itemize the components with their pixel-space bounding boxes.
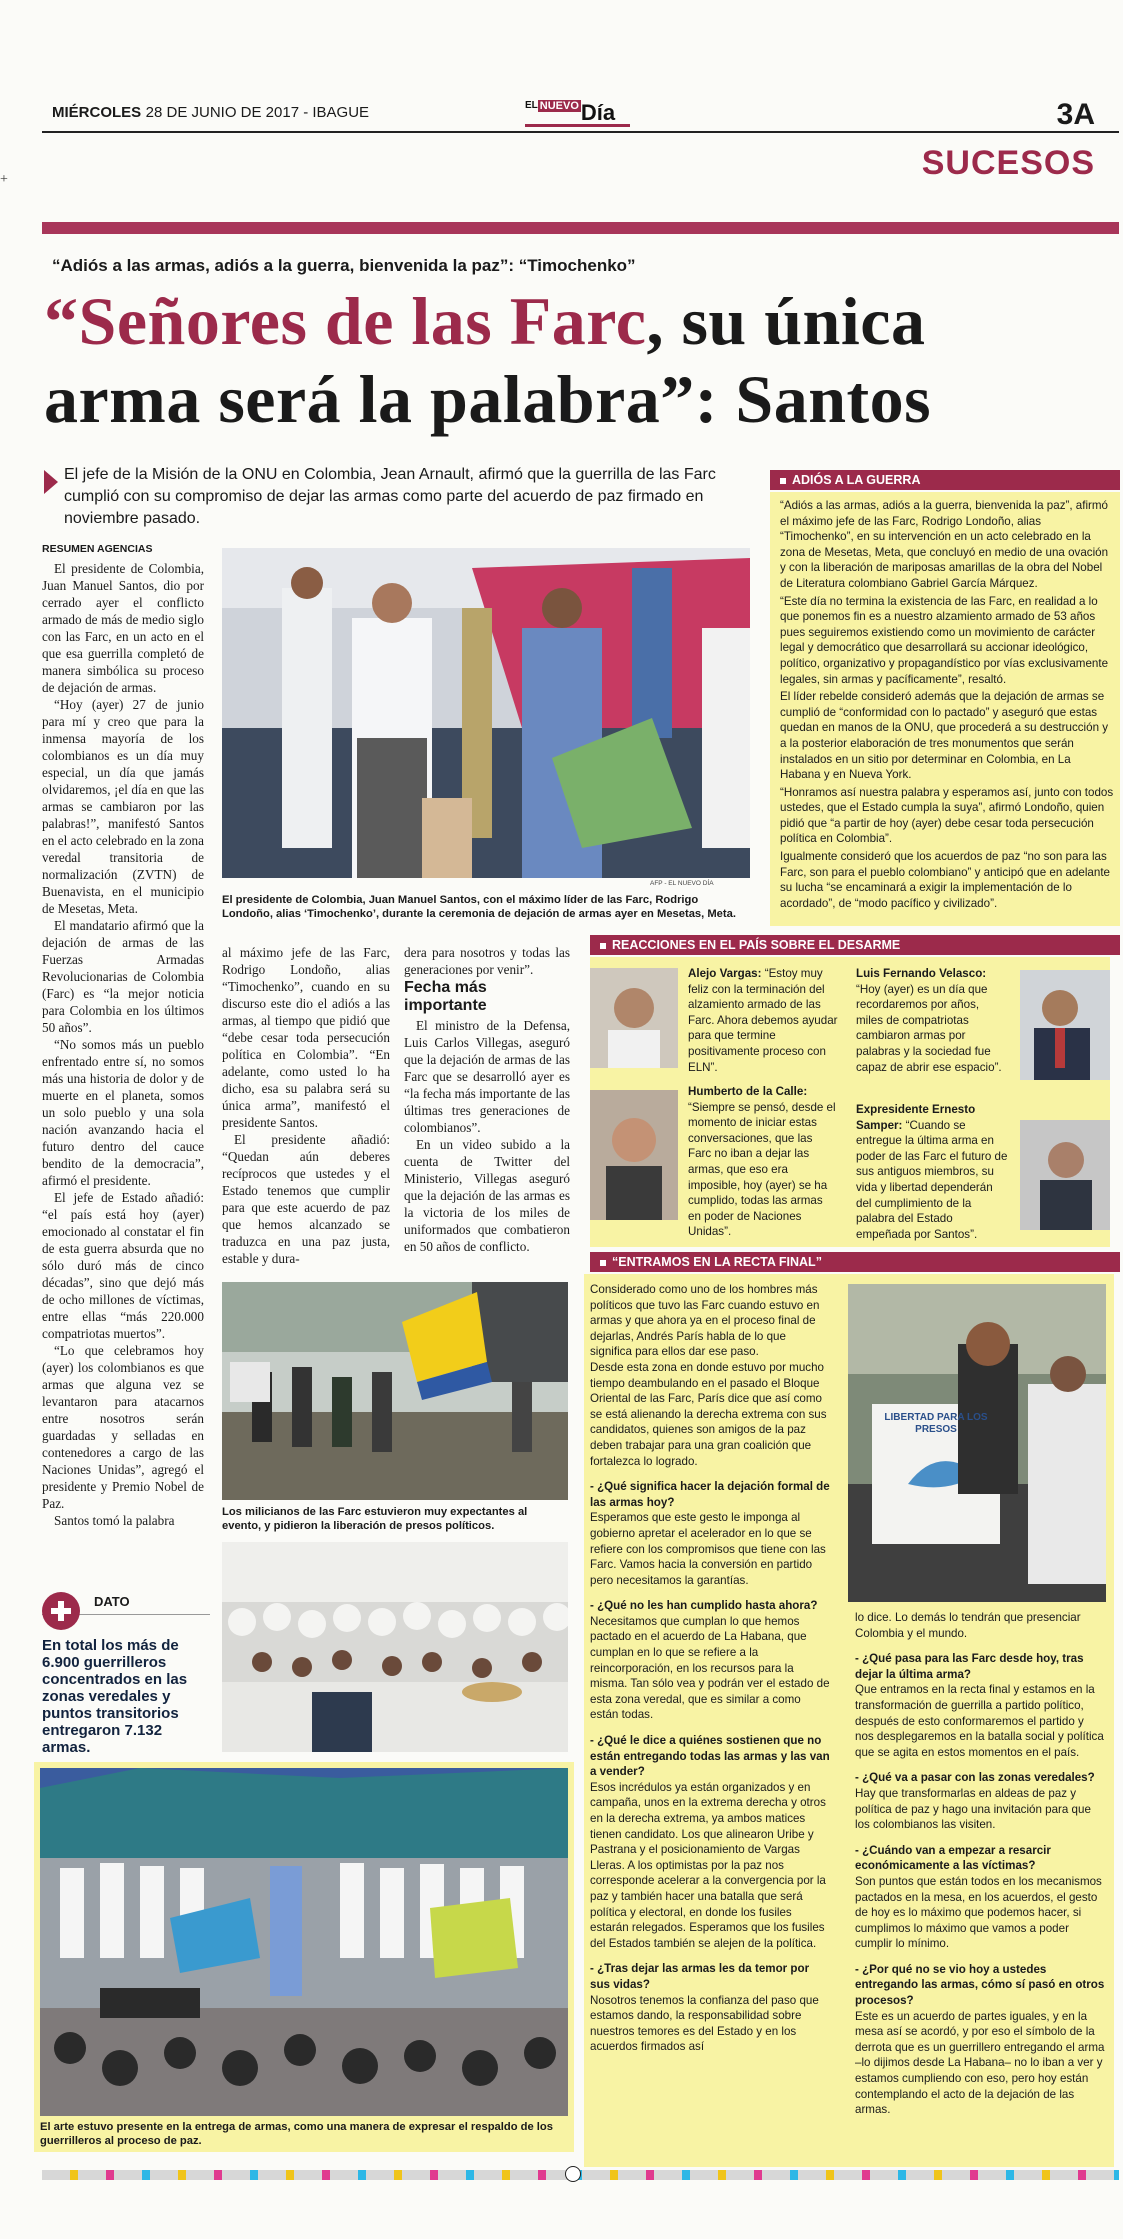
- bullet-icon: [600, 943, 606, 949]
- bullet-icon: [780, 478, 786, 484]
- recta-answer: Esperamos que este gesto le imponga al gobierno apretar el acelerador en lo que se refiere con los compromisos que tiene con las Farc. Vamos hacia la conversión en partido pero necesitamos la garantías.: [590, 1511, 826, 1587]
- recta-question: - ¿Por qué no se vio hoy a ustedes entregando las armas, cómo sí pasó en otros procesos?: [855, 1962, 1105, 2008]
- avatar-ernesto-samper: [1020, 1120, 1110, 1230]
- reaction-name: Expresidente Ernesto Samper:: [856, 1103, 976, 1132]
- banner-text: LIBERTAD PARA LOS PRESOS: [884, 1412, 988, 1435]
- byline: RESUMEN AGENCIAS: [42, 543, 153, 555]
- recta-answer: Necesitamos que cumplan lo que hemos pactado en el acuerdo de La Habana, que cumplan en lo que se refiere a la reincorporación, en los recursos para la misma. Tan sólo vea y podrán ver el estado de esta zona veredal, que es similar a como están todas.: [590, 1614, 830, 1722]
- photo-banner-image: [848, 1284, 1106, 1602]
- adios-paragraph: Igualmente consideró que los acuerdos de paz “no son para las Farc, son para el pueblo colombiano” y anticipó que en adelante su lucha “se encaminará a exigir la implementación de lo acordado”, de “modo pacífico y civilizado”.: [780, 850, 1110, 910]
- avatar-alejo-vargas: [590, 968, 678, 1068]
- recta-question: - ¿Qué pasa para las Farc desde hoy, tras dejar la última arma?: [855, 1652, 1084, 1681]
- paragraph: El presidente de Colombia, Juan Manuel Santos, dio por cerrado ayer el conflicto armado de más de medio siglo con las Farc, en un acto en el que esa guerrilla completó de manera simbólica su proceso de dejación de armas.: [42, 561, 204, 695]
- paragraph: En un video subido a la cuenta de Twitter del Ministerio, Villegas aseguró que la dejación de las armas es la victoria de los miles de uniformados que combatieron en 50 años de conflicto.: [404, 1137, 570, 1254]
- masthead-date: 28 DE JUNIO DE 2017 - IBAGUE: [145, 104, 370, 121]
- reaction-text: “Hoy (ayer) es un día que recordaremos por años, miles de compatriotas cambiaron armas por palabras y la sociedad fue capaz de abrir ese espacio”.: [856, 982, 1002, 1074]
- reaction-name: Humberto de la Calle:: [688, 1085, 808, 1098]
- avatar-humberto-de-la-calle: [590, 1090, 678, 1220]
- bullet-icon: [600, 1260, 606, 1266]
- reaction-velasco: [856, 966, 1006, 1075]
- adios-body: [770, 492, 1120, 926]
- adios-paragraph: “Este día no termina la existencia de las Farc, en realidad a lo que ponemos fin es a nuestro alzamiento armado de 53 años pues seguiremos existiendo como un movimiento de carácter legal y democrático que desarrollará su accionar ideológico, político, organizativo y propagandístico por vías exclusivamente legales, sin armas y pacíficamente”, resaltó.: [780, 594, 1109, 686]
- dato-text: En total los más de 6.900 guerrilleros concentrados en las zonas veredales y puntos transitorios entregaron 7.132 armas.: [42, 1637, 188, 1756]
- recta-answer: Nosotros tenemos la confianza del paso que estamos dando, la responsabilidad sobre nuestros temores es del Estado y en los acuerdos firmados así: [590, 1993, 819, 2054]
- subhead: Fecha más importante: [404, 979, 487, 1014]
- photo-andres-paris-banner: [848, 1284, 1106, 1602]
- photo-milicianos-image: [222, 1282, 568, 1500]
- recta-question: - ¿Qué no les han cumplido hasta ahora?: [590, 1599, 818, 1613]
- headline-rest: , su única: [646, 283, 926, 359]
- recta-left-column: [590, 1282, 830, 2162]
- reaction-name: Luis Fernando Velasco:: [856, 967, 987, 980]
- recta-right-column: [855, 1610, 1105, 2165]
- photo-santos-timochenko: [222, 548, 750, 878]
- recta-answer: Este es un acuerdo de partes iguales, y en la mesa así se acordó, y por eso el símbolo de la derrota que es un guerrillero entregando el arma –lo dijimos desde La Habana– no lo iban a ver y estamos cumpliendo con eso, pero hoy están contemplando el acto de la dejación de las armas.: [855, 2009, 1105, 2117]
- headline-line-2: arma será la palabra”: Santos: [44, 361, 932, 437]
- paragraph: “No somos más un pueblo enfrentado entre sí, no somos más una historia de dolor y de muerte en el planeta, somos un solo pueblo y una sola nación avanzando hacia el futuro dentro del cauce bendito de la democracia”, afirmó el presidente.: [42, 1037, 204, 1188]
- section-band: [42, 222, 1119, 234]
- dato-header: [42, 1592, 210, 1615]
- article-column-1: [42, 560, 204, 1592]
- photo-art-stage-image: [40, 1768, 568, 2116]
- recta-intro: Considerado como uno de los hombres más políticos que tuvo las Farc cuando estuvo en armas y que ahora ya en el proceso final de dejarlas, Andrés París habla de lo que significa para ellos dar ese paso.: [590, 1283, 820, 1359]
- recta-answer: Que entramos en la recta final y estamos en la transformación de guerrilla a partido político, después de esto conformaremos el partido y nos desplegaremos en la batalla social y política que se agita en estos momentos en el país.: [855, 1683, 1104, 1759]
- photo-caption-1: El presidente de Colombia, Juan Manuel Santos, con el máximo líder de las Farc, Rodrigo Londoño, alias ‘Timochenko’, durante la ceremonia de dejación de armas ayer en Mesetas, Meta.: [222, 894, 736, 920]
- recta-question: - ¿Qué le dice a quiénes sostienen que no están entregando todas las armas y las van a vender?: [590, 1734, 830, 1779]
- photo-crowd-image: [222, 1542, 568, 1752]
- headline-highlight: “Señores de las Farc: [44, 283, 647, 359]
- reaction-text: “Siempre se pensó, desde el momento de iniciar estas conversaciones, que las Farc no iban a dejar las armas, que eso era imposible, hoy (ayer) se ha cumplido, todas las armas en poder de Naciones Unidas”.: [688, 1100, 836, 1239]
- reaction-text: “Estoy muy feliz con la terminación del alzamiento armado de las Farc. Ahora debemos ayudar para que termine positivamente proceso con ELN”.: [688, 967, 838, 1074]
- recta-question: - ¿Qué va a pasar con las zonas veredales?: [855, 1771, 1095, 1785]
- paragraph: al máximo jefe de las Farc, Rodrigo Londoño, alias “Timochenko”, cuando en su discurso este dio el adiós a las armas, al tiempo que pidió que “debe cesar toda persecución política en Colombia”. “En adelante, como usted lo ha dicho, esa su palabra será su única arma”, manifestó el presidente Santos.: [222, 945, 390, 1130]
- adios-paragraph: “Adiós a las armas, adiós a la guerra, bienvenida la paz”, afirmó el máximo jefe de las Farc, Rodrigo Londoño, alias “Timochenko”, en su intervención en un acto celebrado en la zona de Mesetas, Meta, que concluyó en medio de una ovación y con la liberación de mariposas amarillas de la obra del Nobel de Literatura colombiano Gabriel García Márquez.: [780, 499, 1109, 590]
- recta-question: - ¿Cuándo van a empezar a resarcir económicamente a las víctimas?: [855, 1843, 1051, 1873]
- photo-santos-timochenko-image: [222, 548, 750, 878]
- article-column-3: [404, 944, 570, 1255]
- paragraph: El presidente añadió: “Quedan aún deberes recíprocos que ustedes y el Estado tenemos que cumplir para que este acuerdo de paz que hemos alcanzado se traduzca en una paz justa, estable y dura-: [222, 1132, 390, 1266]
- lead-arrow: [44, 470, 58, 494]
- logo-dia: Día: [580, 100, 616, 125]
- section-name: SUCESOS: [921, 144, 1095, 182]
- adios-header: [770, 470, 1120, 490]
- recta-intro-2: Desde esta zona en donde estuvo por mucho tiempo deambulando en el pasado el Bloque Oriental de las Farc, París dice que así como se está alienando la derecha extrema con sus candidatos, quienes son amigos de la paz deben trabajar para una gran coalición que fortalezca lo logrado.: [590, 1360, 827, 1468]
- recta-header: [590, 1252, 1120, 1272]
- reacciones-title: REACCIONES EN EL PAÍS SOBRE EL DESARME: [612, 938, 901, 952]
- avatar-alejo-vargas-image: [590, 968, 678, 1068]
- newspaper-logo: [525, 100, 630, 130]
- kicker: “Adiós a las armas, adiós a la guerra, bienvenida la paz”: “Timochenko”: [52, 256, 636, 275]
- avatar-ernesto-samper-image: [1020, 1120, 1110, 1230]
- recta-title: “ENTRAMOS EN LA RECTA FINAL”: [612, 1255, 822, 1269]
- reaction-samper: [856, 1102, 1008, 1242]
- photo-milicianos: [222, 1282, 568, 1500]
- paragraph: “Hoy (ayer) 27 de junio para mí y creo que para la inmensa mayoría de los colombianos es un día muy especial, un día que jamás olvidaremos, ¡el día en que las armas se cambiaron por las palabras!”, manifestó Santos en el acto celebrado en la zona veredal transitoria de normalización (ZVTN) de Buenavista, en el municipio de Mesetas, Meta.: [42, 697, 204, 916]
- recta-question: - ¿Tras dejar las armas les da temor por sus vidas?: [590, 1962, 810, 1991]
- logo-nuevo: NUEVO: [539, 100, 579, 112]
- registration-target-icon: [565, 2166, 581, 2182]
- recta-answer: Hay que transformarlas en aldeas de paz y política de paz y hago una invitación para que los colombianos las visiten.: [855, 1786, 1091, 1832]
- paragraph: “Lo que celebramos hoy (ayer) los colombianos es que armas que alguna vez se levantaron para atacarnos entre nosotros serán guardadas y selladas en contenedores a cargo de las Naciones Unidas”, agregó el presidente y Premio Nobel de Paz.: [42, 1343, 204, 1511]
- photo-caption-4: El arte estuvo presente en la entrega de armas, como una manera de expresar el respaldo de los guerrilleros al proceso de paz.: [40, 2121, 553, 2147]
- recta-continued: lo dice. Lo demás lo tendrán que presenciar Colombia y el mundo.: [855, 1611, 1081, 1640]
- avatar-humberto-de-la-calle-image: [590, 1090, 678, 1220]
- dato-icon: [42, 1592, 80, 1630]
- recta-answer: Esos incrédulos ya están organizados y en campaña, unos en la extrema derecha y otros en la derecha extrema, ya ambos matices tienen candidato. Los que alinearon Uribe y Pastrana y el posicionamiento de Vargas Lleras. A los optimistas por la paz nos corresponde acelerar a la convergencia por la paz y también hacer una batalla que será política y electoral, en donde los fusiles estarán relegados. Esperamos que los fusiles del Estados también se alejen de la política.: [590, 1780, 826, 1950]
- avatar-luis-fernando-velasco-image: [1020, 970, 1110, 1080]
- article-column-2: [222, 944, 390, 1267]
- reaction-alejo: [688, 966, 840, 1075]
- reaction-humberto: [688, 1084, 838, 1240]
- dato-icon-plus-h: [51, 1608, 71, 1614]
- paragraph: Santos tomó la palabra: [54, 1513, 175, 1528]
- masthead-day: MIÉRCOLES: [52, 104, 142, 121]
- paragraph: dera para nosotros y todas las generaciones por venir”.: [404, 945, 570, 977]
- adios-paragraph: “Honramos así nuestra palabra y esperamos así, junto con todos ustedes, que el Estado cumpla la suya”, afirmó Londoño, quien pidió que “a partir de hoy (ayer) debe cesar toda persecución política en Colombia”.: [780, 785, 1114, 846]
- photo-crowd: [222, 1542, 568, 1752]
- paragraph: El mandatario afirmó que la dejación de armas de las Fuerzas Armadas Revolucionarias de Colombia (Farc) es “la mejor noticia para Colombia en los últimos 50 años”.: [42, 918, 204, 1035]
- adios-title: ADIÓS A LA GUERRA: [792, 473, 921, 487]
- page-number: 3A: [1056, 98, 1095, 131]
- recta-answer: Son puntos que están todos en los mecanismos pactados en la mesa, en los acuerdos, el gesto de hoy es lo máximo que podemos hacer, si cumplimos lo máximo que vamos a poder cumplir lo mínimo.: [855, 1874, 1102, 1951]
- reaction-text: “Cuando se entregue la última arma en poder de las Farc el futuro de sus antiguos miembros, su vida y libertad dependerán del cumplimiento de la palabra del Estado empeñada por Santos”.: [856, 1118, 1008, 1241]
- logo-el: EL: [525, 100, 538, 111]
- photo-caption-2: Los milicianos de las Farc estuvieron muy expectantes al evento, y pidieron la liberación de presos políticos.: [222, 1506, 528, 1532]
- reaction-name: Alejo Vargas:: [688, 967, 762, 980]
- crop-mark: +: [0, 172, 8, 187]
- photo-credit: AFP - EL NUEVO DÍA: [650, 880, 714, 887]
- headline-line-1: [44, 282, 1119, 360]
- dato-title: DATO: [94, 1594, 130, 1609]
- paragraph: El ministro de la Defensa, Luis Carlos Villegas, aseguró que la dejación de armas de las Farc que se desarrolló ayer es “la fecha más importante de las últimas tres generaciones de colombianos”.: [404, 1018, 570, 1135]
- photo-art-stage: [40, 1768, 568, 2116]
- reacciones-header: [590, 935, 1120, 955]
- avatar-luis-fernando-velasco: [1020, 970, 1110, 1080]
- adios-paragraph: El líder rebelde consideró además que la dejación de armas se cumplió de “conformidad con lo pactado” y aseguró que estas quedan en manos de la ONU, que procederá a su destrucción y a la posterior elaboración de tres monumentos que serán instalados en un sitio por determinar en Colombia, en La Habana y en Nueva York.: [780, 690, 1109, 782]
- masthead-rule: [42, 131, 1119, 133]
- lead-paragraph: El jefe de la Misión de la ONU en Colombia, Jean Arnault, afirmó que la guerrilla de las Farc cumplió con su compromiso de dejar las armas como parte del acuerdo de paz firmado en noviembre pasado.: [64, 466, 716, 527]
- paragraph: El jefe de Estado añadió: “el país está hoy (ayer) emocionado al constatar el fin de esta guerra absurda que no sólo duró más de cinco décadas”, sino que dejó más de ocho millones de víctimas, entre ellas “más 220.000 compatriotas muertos”.: [42, 1190, 204, 1341]
- recta-question: - ¿Qué significa hacer la dejación formal de las armas hoy?: [590, 1480, 830, 1509]
- dato-box: [42, 1592, 210, 1756]
- headline: [44, 282, 1119, 438]
